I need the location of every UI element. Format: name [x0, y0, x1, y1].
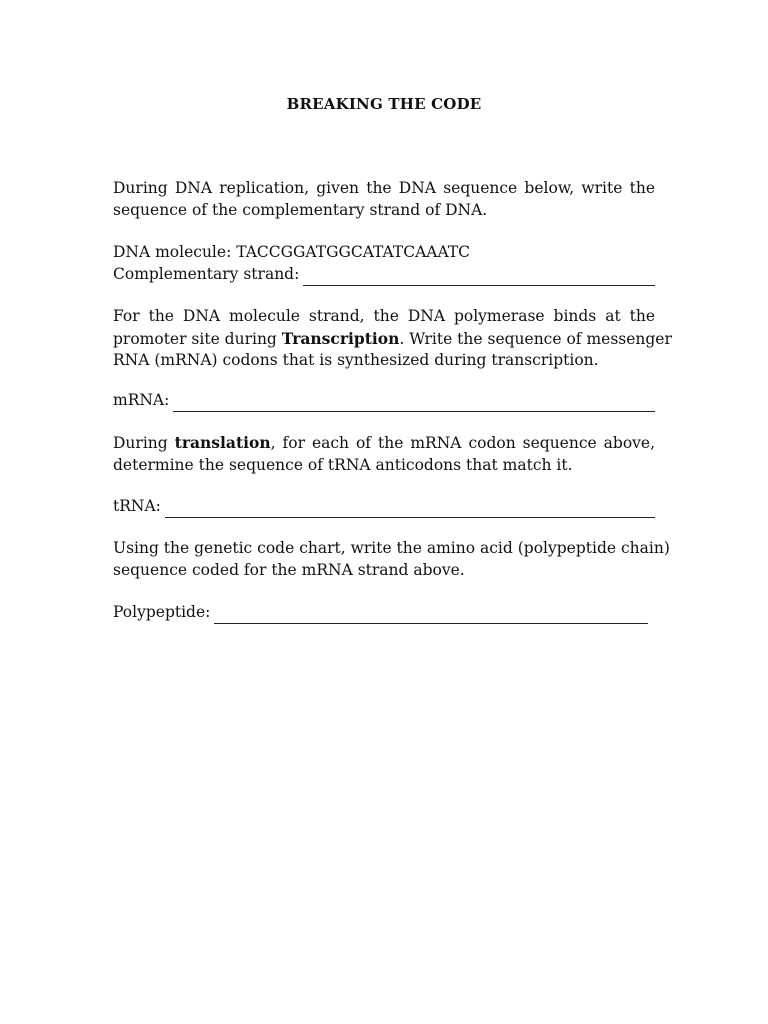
translation-term: translation [174, 433, 271, 452]
dna-molecule-row [113, 242, 655, 264]
question-translation [113, 432, 655, 476]
complementary-strand-label: Complementary strand: [113, 265, 300, 283]
question-polypeptide [113, 538, 670, 581]
question-transcription-line-2: promoter site during Transcription. Write the sequence of messenger [113, 328, 672, 348]
question-replication-line-1: During DNA replication, given the DNA sequence below, write the [113, 179, 655, 197]
dna-molecule-sequence: TACCGGATGGCATATCAAATC [236, 243, 471, 261]
question-polypeptide-line-2: sequence coded for the mRNA strand above. [113, 560, 465, 579]
polypeptide-label: Polypeptide: [113, 603, 211, 621]
dna-molecule-label: DNA molecule: [113, 243, 232, 261]
complementary-strand-row [113, 264, 655, 286]
transcription-term: Transcription [281, 328, 400, 348]
polypeptide-blank[interactable] [214, 609, 648, 624]
question-translation-line-2: determine the sequence of tRNA anticodons that match it. [113, 455, 573, 474]
mrna-label: mRNA: [113, 391, 170, 409]
polypeptide-row [113, 602, 655, 624]
mrna-row [113, 390, 655, 412]
complementary-strand-blank[interactable] [303, 271, 655, 286]
question-polypeptide-line-1: Using the genetic code chart, write the amino acid (polypeptide chain) [113, 539, 670, 557]
trna-blank[interactable] [165, 503, 655, 518]
question-transcription [113, 306, 672, 372]
question-translation-line-1: During translation, for each of the mRNA codon sequence above, [113, 433, 656, 452]
mrna-blank[interactable] [173, 397, 655, 412]
trna-row [113, 496, 655, 518]
page-title: BREAKING THE CODE [286, 95, 482, 113]
question-replication [113, 178, 655, 221]
question-replication-line-2: sequence of the complementary strand of DNA. [113, 200, 488, 219]
question-transcription-line-3: RNA (mRNA) codons that is synthesized during transcription. [113, 351, 599, 369]
trna-label: tRNA: [113, 497, 161, 515]
question-transcription-line-1: For the DNA molecule strand, the DNA polymerase binds at the [113, 307, 655, 325]
